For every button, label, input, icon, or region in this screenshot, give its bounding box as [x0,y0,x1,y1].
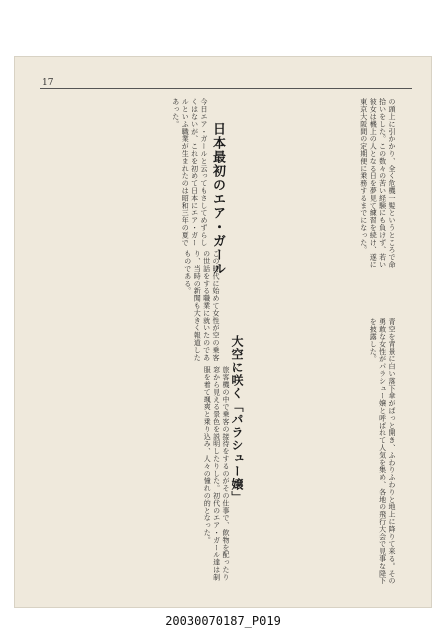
article-heading-air-girl: 日本最初のエア・ガール [210,122,225,276]
page-number: 17 [42,78,54,88]
text-column-top-left: 今日エア・ガールと云ってもさしてめずらしくはないが、これを初めて日本にエア・ガールといふ職業が生まれたのは昭和三年の夏であった。 [171,98,208,246]
image-caption: 20030070187_P019 [165,614,281,628]
header-rule [40,88,412,89]
text-column-bottom-left: 旅客機の中で乗客の接待をするのがその仕事で、飲物を配ったり窓から見える景色を説明したりした。初代のエア・ガール達は制服を着て颯爽と乗り込み、人々の憧れの的となった。 [203,366,230,581]
text-column-top-right: の頭上に引かかり、全く危機一髪というところで命拾いをした。この数々の苦い経験にも負けず、若い彼女は機上の人となる日を夢見て練習を続け、遂に東京大阪間の定期便に乗務するまでになった。 [359,98,396,269]
text-column-bottom-right: 青空を背景に白い落下傘がぱっと開き、ふわりふわりと地上に降りて来る。その勇敢な女性がパラシュー嬢と呼ばれて人気を集め、各地の飛行大会で見事な降下を披露した。 [369,318,396,585]
text-column-middle-left: この時代に始めて女性が空の乗客の世話をする職業に就いたのであり、当時の新聞も大きく報道したものである。 [183,250,220,361]
article-heading-parachute: 大空に咲く「パラシュー嬢」 [230,335,244,504]
